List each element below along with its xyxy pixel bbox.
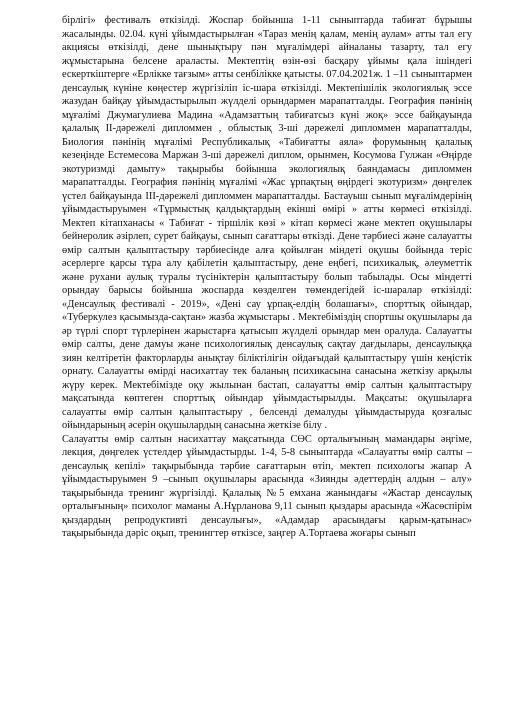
paragraph-healthy-lifestyle: Салауатты өмір салтын насихаттау мақсатында СӨС орталығының мамандары әңгіме, лекция, дөңгелек үстелдер ұйымдастырды. 1-4, 5-8 сыныптарда «Салауатты өмір салты – денсаулық кепілі» тақырыбында тәрбие сағаттарын өтіп, мектеп психологы жапар А ұйымдастыруымен 9 –сынып оқушылары арасында «Зиянды әдеттердің алдын – алу» тақырыбында тренинг жүргізілді. Қалалық №5 емхана жанындағы «Жастар денсаулық орталығының» психолог маманы А.Нұрланова 9,11 сынып қыздары арасында «Жасөспірім қыздардың репродуктивті денсаулығы», «Адамдар арасындағы қарым-қатынас» тақырыбында дәріс оқып, тренингтер өткізсе, заңгер А.Тортаева жоғары сынып [62,433,472,539]
document-page [62,14,472,714]
paragraph-ecology-health: бірлігі» фестивалъ өткізілді. Жоспар бойынша 1-11 сыныптарда табиғат бұрышы жасалынды. 02.04. күні ұйымдастырылған «Тараз менің қалам, менің аулам» атты тал егу акциясы өткізілді, дене шынықтыру пән мұғалімдері айналаны тазарту, тал егу жұмыстарына белсене араласты. Мектептің өзін-өзі басқару ұйымы қала ішіндегі ескерткіштерге «Ерлікке тағзым» атты сенбілікке қатысты. 07.04.2021ж. 1 –11 сыныптармен денсаулық күніне көңестер жүргізіліп іс-шара өткізілді. Мектепішілік экологиялық эссе жазудан байқау ұйымдастырылып жүлделі орындармен марапатталды. География пәнінің мұғалімі Джумагулиева Мадина «Адамзаттың табиғатсыз күні жоқ» эссе байқауында қалалық ІІ-дәрежелі дипломмен , облыстық 3-ші дәрежелі дипломмен марапатталды, Биология пәнінің мұғалімі Республикалық «Табиғатты аяла» форумының қалалық кезеңінде Естемесова Маржан 3-ші дәрежелі диплом, орынмен, Косумова Гулжан «Өңірде экотуризмді дамыту» тақырыбы бойынша экологиялық баяндамасы дипломмен марапатталды. География пәнінің мұғалімі «Жас ұрпақтың өңірдегі экотуризм» дөңгелек үстел байқауында ІІІ-дәрежелі дипломмен марапатталды. Бастауыш сынып мұғалімдерінің ұйымдастыруымен «Тұрмыстық қалдықтардың екінші өмірі » атты көрмесі өткізілді. Мектеп кітапханасы « Табиғат - тіршілік көзі » кітап көрмесі және мектеп оқушылары бейнеролик әзірлеп, сурет байқауы, сынып сағаттары өткізді. Дене тәрбиесі және салауатты өмір салтын қалыптастыру тәрбиесінде алға қойылған міндеті оқушы бойында теріс әсерлерге қарсы тұра алу қабілетін қалыптастыру, дене еңбегі, психикалық, әлеуметтік және рухани аулық туралы түсініктерін қалыптастыру болып табылады. Осы міндетті орындау барысы бойынша жоспарда көзделген төмендегідей іс-шаралар өткізілді: «Денсаулық фестивалі - 2019», «Дені сау ұрпақ-елдің болашағы», спорттық ойындар, «Туберкулез қасымызда-сақтан» жазба жұмыстары . Мектебіміздің спортшы оқушылары да әр түрлі спорт түрлерінен жарыстарға қатысып жүлделі орындар мен оралуда. Салауатты өмір салты, дене дамуы және психологиялық денсаулық сақтау дағдылары, денсаулыққа зиян келтіретін факторларды анықтау біліктілігін ойдағыдай қалыптастыру үшін кеңістік орнату. Салауатты өмірді насихаттау тек баланың психикасына санасына жеткізу арқылы жүру керек. Мектебімізде оқу жылынан бастап, салауатты өмір салтын қалыптастыру мақсатында көптеген спорттық ойындар ұйымдастырылды. Мақсаты: оқушыларға салауатты өмір салтын қалыптастыру , белсенді демалуды ұйымдастыруда қозғалыс ойындарының әсерін оқушылардың санасына жеткізе білу . [62,15,472,431]
